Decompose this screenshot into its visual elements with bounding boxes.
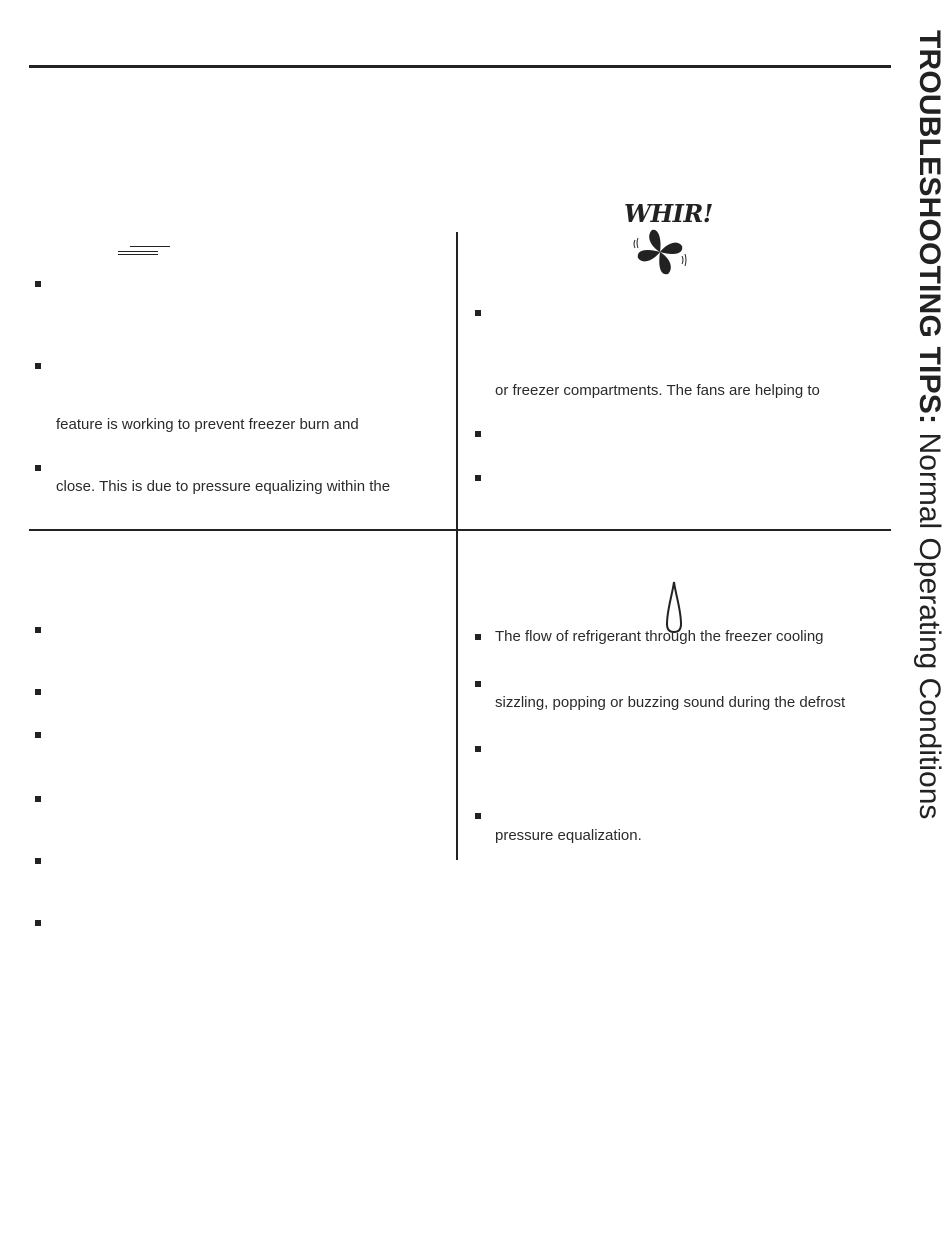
decorative-line (118, 254, 158, 255)
bullet-icon (35, 363, 41, 369)
page-title-bold: TROUBLESHOOTING TIPS: (913, 30, 946, 425)
bullet-icon (475, 310, 481, 316)
water-drop-icon (664, 580, 684, 634)
vertical-divider (456, 232, 458, 860)
water-text-line: The flow of refrigerant through the freezer cooling (495, 628, 824, 645)
bullet-icon (475, 431, 481, 437)
bullet-icon (35, 281, 41, 287)
fan-text-line: or freezer compartments. The fans are helping to (495, 382, 820, 399)
bullet-icon (35, 465, 41, 471)
bullet-icon (35, 858, 41, 864)
bullet-icon (35, 627, 41, 633)
decorative-line (118, 251, 158, 252)
left-top-text-line: feature is working to prevent freezer burn and (56, 416, 359, 433)
bullet-icon (35, 689, 41, 695)
fan-icon (632, 226, 688, 278)
bullet-icon (35, 796, 41, 802)
top-rule (29, 65, 891, 68)
bullet-icon (475, 681, 481, 687)
bullet-icon (35, 732, 41, 738)
bullet-icon (475, 634, 481, 640)
bullet-icon (475, 813, 481, 819)
water-text-line: pressure equalization. (495, 827, 642, 844)
bullet-icon (35, 920, 41, 926)
whir-label: WHIR! (624, 199, 713, 228)
bullet-icon (475, 746, 481, 752)
horizontal-divider (29, 529, 891, 531)
water-text-line: sizzling, popping or buzzing sound during the defrost (495, 694, 846, 711)
bullet-icon (475, 475, 481, 481)
left-top-text-line: close. This is due to pressure equalizing within the (56, 478, 391, 495)
decorative-line (130, 246, 170, 247)
page-title (912, 30, 946, 819)
page-title-light: Normal Operating Conditions (913, 432, 946, 820)
